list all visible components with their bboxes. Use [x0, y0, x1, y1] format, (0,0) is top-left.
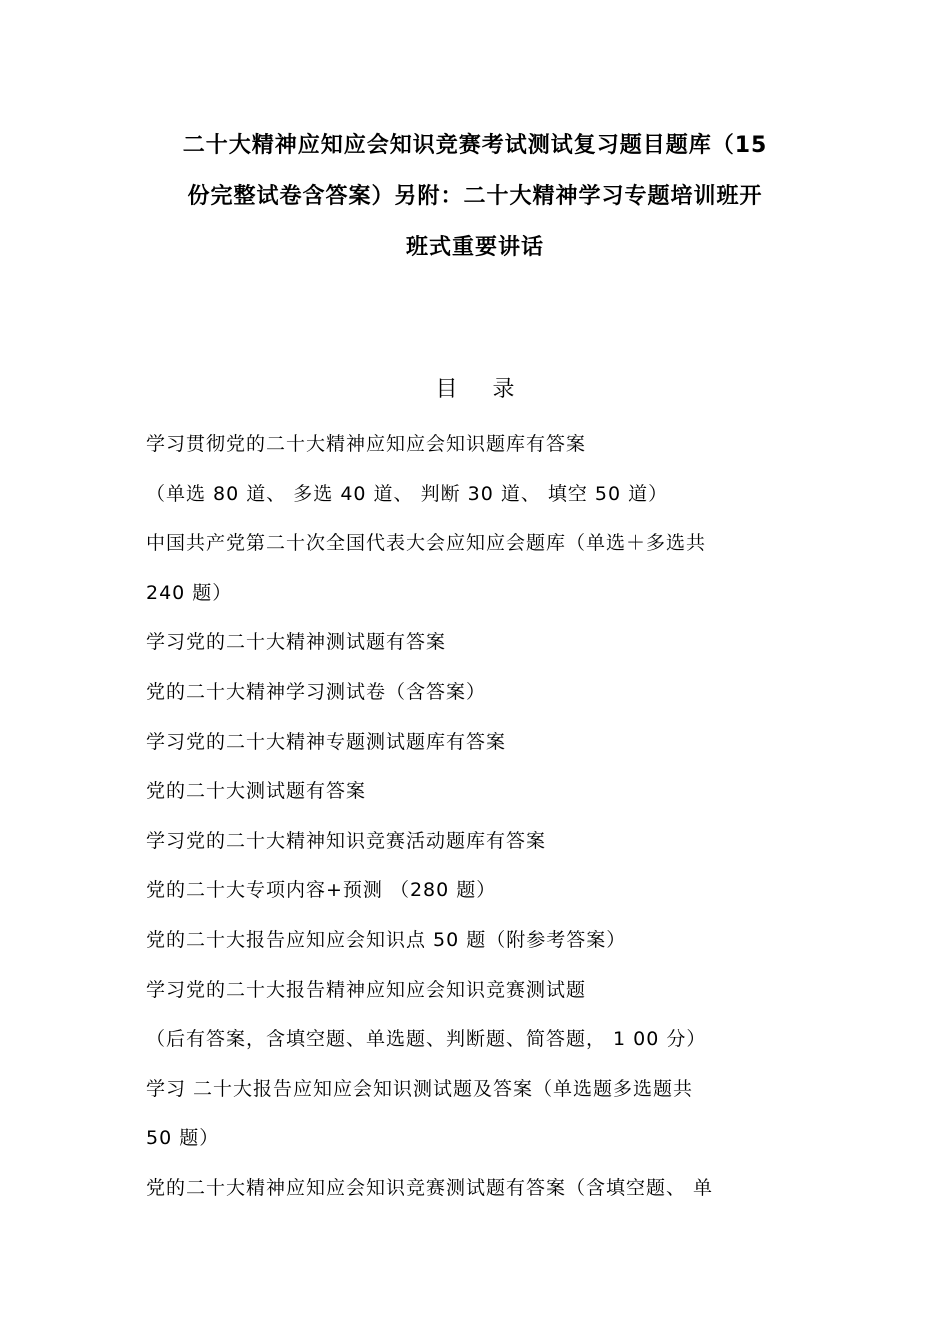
toc-entry: 学习 二十大报告应知应会知识测试题及答案（单选题多选题共 — [146, 1077, 694, 1100]
toc-entry: 学习党的二十大精神测试题有答案 — [146, 631, 447, 654]
toc-entry: 中国共产党第二十次全国代表大会应知应会题库（单选＋多选共 — [146, 532, 707, 555]
toc-entry: 学习贯彻党的二十大精神应知应会知识题库有答案 — [146, 433, 587, 455]
toc-heading: 目 录 — [435, 377, 529, 402]
toc-entry: （单选 80 道、 多选 40 道、 判断 30 道、 填空 50 道） — [146, 482, 669, 505]
toc-entry: 党的二十大报告应知应会知识点 50 题（附参考答案） — [146, 928, 627, 951]
toc-entry: 50 题） — [146, 1127, 220, 1150]
toc-entry: 学习党的二十大报告精神应知应会知识竞赛测试题 — [146, 978, 587, 1001]
toc-entry: 240 题） — [146, 581, 233, 604]
toc-entry: 学习党的二十大精神知识竞赛活动题库有答案 — [146, 829, 547, 852]
toc-entry: 党的二十大精神应知应会知识竞赛测试题有答案（含填空题、 单 — [146, 1176, 714, 1199]
toc-entry: 党的二十大专项内容+预测 （280 题） — [146, 879, 497, 902]
toc-entry: （后有答案，含填空题、单选题、判断题、简答题， 1 00 分） — [146, 1028, 707, 1051]
toc-entry: 党的二十大测试题有答案 — [146, 780, 367, 803]
table-of-contents — [146, 420, 796, 1214]
title-line-2: 份完整试卷含答案）另附：二十大精神学习专题培训班开 — [187, 184, 763, 209]
title-line-3: 班式重要讲话 — [405, 235, 544, 260]
toc-entry: 学习党的二十大精神专题测试题库有答案 — [146, 730, 507, 753]
toc-entry: 党的二十大精神学习测试卷（含答案） — [146, 680, 487, 703]
document-title — [150, 120, 800, 273]
title-line-1: 二十大精神应知应会知识竞赛考试测试复习题目题库（15 — [182, 133, 768, 158]
